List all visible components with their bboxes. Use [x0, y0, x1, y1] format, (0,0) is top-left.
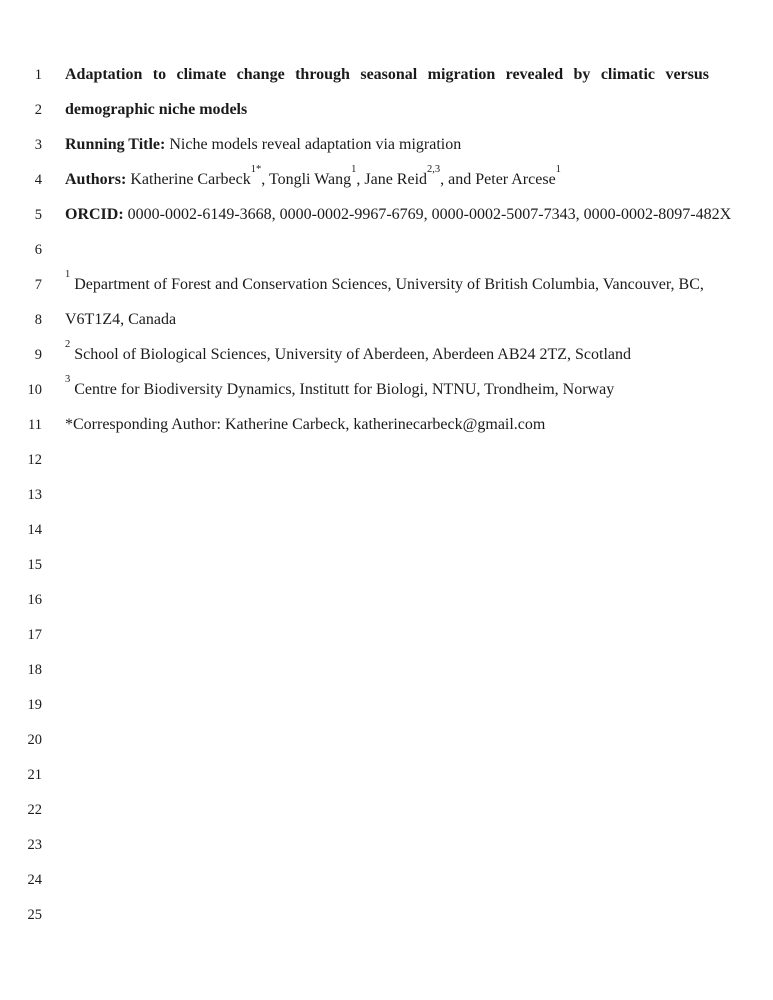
document-line-22: [0, 792, 773, 827]
document-line-18: [0, 652, 773, 687]
text-segment: V6T1Z4, Canada: [65, 311, 177, 328]
text-segment: Niche models reveal adaptation via migration: [165, 136, 462, 153]
line-text: [65, 337, 631, 372]
text-segment: 0000-0002-6149-3668, 0000-0002-9967-6769, 0000-0002-5007-7343, 0000-0002-8097-482X: [123, 206, 732, 223]
superscript-text: 1: [65, 269, 71, 281]
line-text: [65, 127, 461, 162]
line-number: 24: [27, 872, 42, 888]
text-segment: Authors:: [65, 171, 127, 188]
text-segment: , Jane Reid: [356, 171, 428, 188]
line-text: [65, 57, 709, 92]
superscript-text: 1*: [250, 164, 262, 176]
line-text: [65, 92, 247, 127]
document-body: [0, 57, 773, 932]
line-text: [65, 197, 731, 232]
line-text: [65, 407, 545, 442]
document-line-7: [0, 267, 773, 302]
document-line-14: [0, 512, 773, 547]
document-line-24: [0, 862, 773, 897]
line-number: 9: [34, 347, 42, 363]
line-number: 19: [27, 697, 42, 713]
document-line-11: [0, 407, 773, 442]
document-line-9: [0, 337, 773, 372]
line-number: 15: [27, 557, 42, 573]
line-number: 10: [27, 382, 42, 398]
line-number: 25: [27, 907, 42, 923]
line-number: 18: [27, 662, 42, 678]
text-segment: , and Peter Arcese: [440, 171, 556, 188]
text-segment: Running Title:: [65, 136, 166, 153]
superscript-text: 2,3: [427, 164, 441, 176]
text-segment: Department of Forest and Conservation Sciences, University of British Columbia, Vancouver, BC,: [70, 276, 704, 293]
line-text: [65, 372, 614, 407]
line-number: 3: [34, 137, 42, 153]
document-line-23: [0, 827, 773, 862]
text-segment: demographic niche models: [65, 101, 248, 118]
line-number: 5: [34, 207, 42, 223]
text-segment: Adaptation to climate change through seasonal migration revealed by climatic versus: [65, 66, 709, 83]
document-line-19: [0, 687, 773, 722]
text-segment: ORCID:: [65, 206, 124, 223]
line-number: 20: [27, 732, 42, 748]
superscript-text: 1: [351, 164, 357, 176]
document-line-2: [0, 92, 773, 127]
line-number: 22: [27, 802, 42, 818]
document-line-1: [0, 57, 773, 92]
superscript-text: 2: [65, 339, 71, 351]
document-line-12: [0, 442, 773, 477]
text-segment: , Tongli Wang: [261, 171, 352, 188]
document-line-16: [0, 582, 773, 617]
text-segment: Katherine Carbeck: [126, 171, 251, 188]
line-text: [65, 267, 704, 302]
line-number: 4: [34, 172, 42, 188]
document-line-3: [0, 127, 773, 162]
document-line-17: [0, 617, 773, 652]
document-line-5: [0, 197, 773, 232]
superscript-text: 1: [555, 164, 561, 176]
line-number: 7: [34, 277, 42, 293]
document-line-6: [0, 232, 773, 267]
line-number: 23: [27, 837, 42, 853]
document-line-13: [0, 477, 773, 512]
line-number: 21: [27, 767, 42, 783]
document-line-8: [0, 302, 773, 337]
document-line-25: [0, 897, 773, 932]
line-number: 8: [34, 312, 42, 328]
line-number: 11: [28, 417, 42, 433]
line-number: 1: [34, 67, 42, 83]
line-text: [65, 162, 561, 197]
superscript-text: 3: [65, 374, 71, 386]
document-line-21: [0, 757, 773, 792]
line-number: 14: [27, 522, 42, 538]
line-number: 17: [27, 627, 42, 643]
document-line-10: [0, 372, 773, 407]
line-number: 2: [34, 102, 42, 118]
line-text: [65, 302, 176, 337]
line-number: 16: [27, 592, 42, 608]
document-line-20: [0, 722, 773, 757]
line-number: 13: [27, 487, 42, 503]
document-line-4: [0, 162, 773, 197]
text-segment: *Corresponding Author: Katherine Carbeck, katherinecarbeck@gmail.com: [65, 416, 546, 433]
text-segment: Centre for Biodiversity Dynamics, Institutt for Biologi, NTNU, Trondheim, Norway: [70, 381, 615, 398]
text-segment: School of Biological Sciences, University of Aberdeen, Aberdeen AB24 2TZ, Scotland: [70, 346, 632, 363]
line-number: 12: [27, 452, 42, 468]
line-number: 6: [34, 242, 42, 258]
document-line-15: [0, 547, 773, 582]
